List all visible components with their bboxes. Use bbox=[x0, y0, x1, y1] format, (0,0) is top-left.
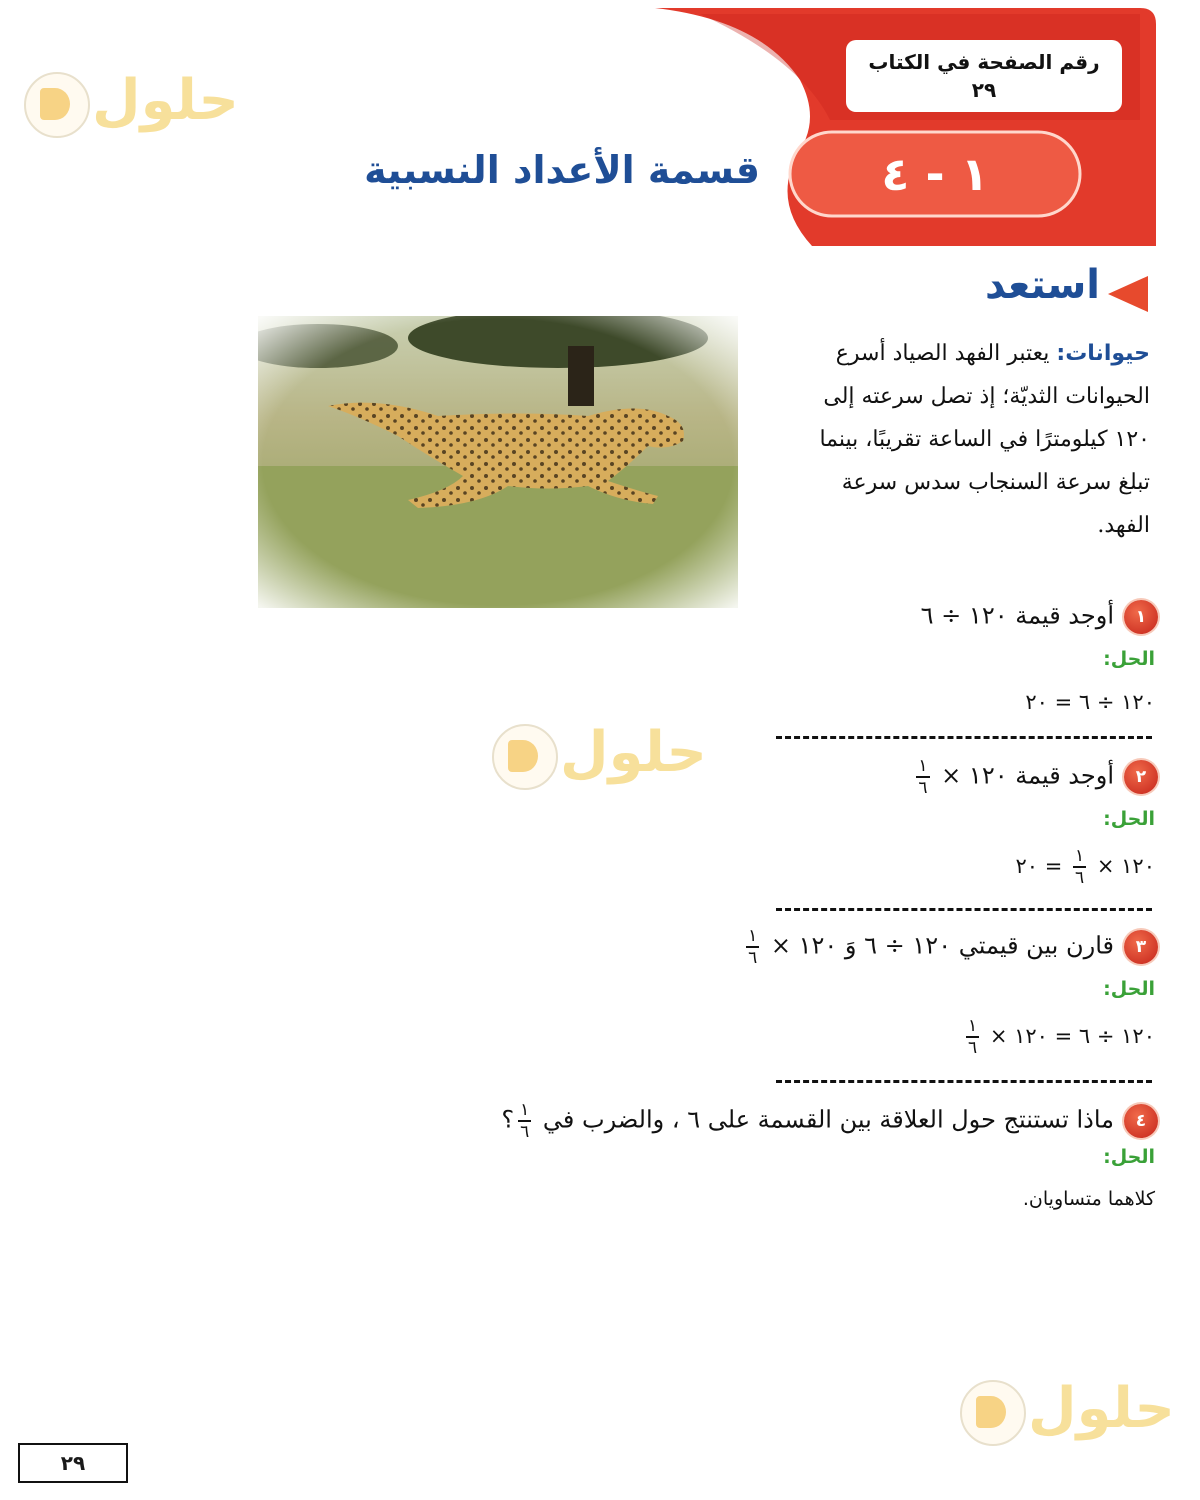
question-number-badge: ٢ bbox=[1124, 760, 1158, 794]
fraction-denominator: ٦ bbox=[748, 948, 758, 968]
fraction-denominator: ٦ bbox=[968, 1038, 978, 1058]
watermark-logo bbox=[492, 716, 707, 796]
fraction-numerator: ١ bbox=[918, 756, 928, 776]
question-mark: ؟ bbox=[501, 1105, 515, 1134]
watermark-text: حلول bbox=[92, 68, 239, 133]
solution-label: الحل: bbox=[1103, 808, 1155, 830]
fraction bbox=[916, 756, 929, 798]
intro-text: يعتبر الفهد الصياد أسرع الحيوانات الثديّة؛ إذ تصل سرعته إلى ١٢٠ كيلومترًا في الساعة تقريبًا، بينما تبلغ سرعة السنجاب سدس سرعة الفهد. bbox=[819, 341, 1150, 538]
explore-heading: استعد bbox=[984, 262, 1100, 308]
watermark-icon bbox=[960, 1380, 1026, 1446]
divider bbox=[776, 736, 1152, 739]
question-text: أوجد قيمة ١٢٠ × bbox=[941, 761, 1114, 790]
watermark-logo bbox=[960, 1372, 1175, 1452]
solution-label: الحل: bbox=[1103, 1146, 1155, 1168]
answer-result: = ٢٠ bbox=[1015, 854, 1063, 878]
fraction-denominator: ٦ bbox=[520, 1122, 530, 1142]
question-3 bbox=[742, 926, 1158, 968]
answer-4: كلاهما متساويان. bbox=[1022, 1188, 1155, 1210]
solution-label: الحل: bbox=[1103, 648, 1155, 670]
divider bbox=[776, 1080, 1152, 1083]
fraction-numerator: ١ bbox=[748, 926, 758, 946]
fraction-denominator: ٦ bbox=[1075, 868, 1085, 888]
question-number-badge: ٤ bbox=[1124, 1104, 1158, 1138]
question-4 bbox=[501, 1100, 1158, 1142]
question-text: ماذا تستنتج حول العلاقة بين القسمة على ٦ ، والضرب في bbox=[542, 1105, 1114, 1134]
answer-text: ١٢٠ × bbox=[1096, 854, 1155, 878]
fraction bbox=[1073, 846, 1086, 888]
triangle-left-icon bbox=[1108, 276, 1148, 312]
answer-1: ١٢٠ ÷ ٦ = ٢٠ bbox=[1025, 690, 1155, 714]
watermark-logo bbox=[24, 64, 239, 144]
question-number-badge: ١ bbox=[1124, 600, 1158, 634]
intro-subject: حيوانات: bbox=[1056, 341, 1150, 366]
lesson-number: ١ - ٤ bbox=[881, 147, 989, 201]
watermark-icon bbox=[492, 724, 558, 790]
page-ref-label: رقم الصفحة في الكتاب bbox=[868, 50, 1100, 74]
watermark-text: حلول bbox=[1028, 1376, 1175, 1441]
divider bbox=[776, 908, 1152, 911]
solution-label: الحل: bbox=[1103, 978, 1155, 1000]
fraction bbox=[966, 1016, 979, 1058]
lesson-title: قسمة الأعداد النسبية bbox=[364, 148, 760, 192]
question-text: قارن بين قيمتي ١٢٠ ÷ ٦ وَ ١٢٠ × bbox=[770, 931, 1114, 960]
fraction-numerator: ١ bbox=[520, 1100, 530, 1120]
question-number-badge: ٣ bbox=[1124, 930, 1158, 964]
question-1 bbox=[921, 600, 1158, 634]
answer-text: ١٢٠ ÷ ٦ = ١٢٠ × bbox=[989, 1024, 1155, 1048]
fraction-numerator: ١ bbox=[968, 1016, 978, 1036]
answer-2 bbox=[1016, 846, 1155, 888]
fraction-denominator: ٦ bbox=[918, 778, 928, 798]
fraction-numerator: ١ bbox=[1075, 846, 1085, 866]
fraction bbox=[746, 926, 759, 968]
book-page-reference bbox=[846, 40, 1122, 112]
fraction bbox=[518, 1100, 531, 1142]
page-ref-number: ٢٩ bbox=[971, 78, 997, 102]
photo-vignette bbox=[258, 316, 738, 608]
watermark-text: حلول bbox=[560, 720, 707, 785]
footer-page-number: ٢٩ bbox=[18, 1443, 128, 1483]
watermark-icon bbox=[24, 72, 90, 138]
intro-paragraph bbox=[790, 332, 1150, 547]
question-text: أوجد قيمة ١٢٠ ÷ ٦ bbox=[920, 601, 1114, 630]
cheetah-photo bbox=[258, 316, 738, 608]
answer-3 bbox=[962, 1016, 1155, 1058]
question-2 bbox=[912, 756, 1158, 798]
